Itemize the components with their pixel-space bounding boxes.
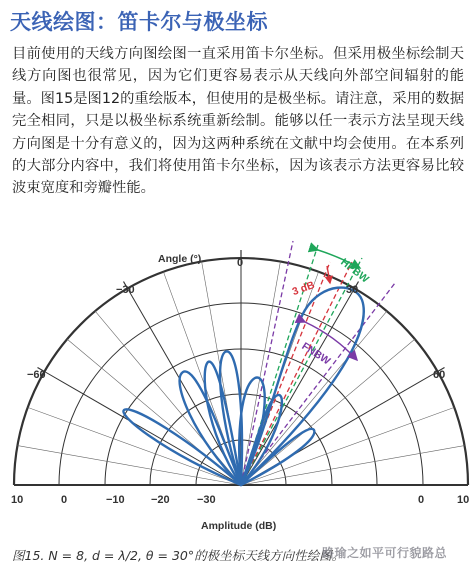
three-db-label: 3 dB: [290, 279, 317, 299]
amplitude-tick-label: −20: [151, 494, 170, 506]
angle-tick-label: 0: [237, 257, 244, 269]
angle-tick-label: −60: [27, 369, 46, 381]
fnbw-label: FNBW: [299, 340, 333, 368]
amplitude-tick-label: 10: [457, 494, 470, 506]
amplitude-tick-label: 0: [418, 494, 425, 506]
hpbw-label: HPBW: [338, 256, 372, 286]
angle-tick-label: 30: [346, 284, 359, 296]
watermark-text: 路瑜之如平可行貌路总: [322, 546, 448, 560]
angle-tick-label: −30: [116, 284, 135, 296]
amplitude-tick-label: 0: [61, 494, 68, 506]
figure-caption: 图15. N = 8, d = λ/2, θ = 30°的极坐标天线方向性绘图。: [12, 548, 345, 563]
body-paragraph: 目前使用的天线方向图绘图一直采用笛卡尔坐标。但采用极坐标绘制天线方向图也很常见，因为它们更容易表示从天线向外部空间辐射的能量。图15是图12的重绘版本，但使用的是极坐标。请注意，采用的数据完全相同，只是以极坐标系统重新绘制。能够以任一表示方法呈现天线方向图是十分有意义的，因为这两种系统在文献中均会使用。在本系列的大部分内容中，我们将使用笛卡尔坐标，因为该表示方法更容易比较波束宽度和旁瓣性能。: [12, 46, 464, 197]
angle-axis-title: Angle (°): [158, 253, 202, 265]
amplitude-tick-label: 10: [11, 494, 24, 506]
amplitude-tick-label: −10: [106, 494, 125, 506]
amplitude-tick-label: −30: [197, 494, 216, 506]
section-heading: 天线绘图：笛卡尔与极坐标: [10, 10, 268, 34]
amplitude-axis-title: Amplitude (dB): [201, 520, 277, 532]
angle-tick-label: 60: [433, 369, 446, 381]
